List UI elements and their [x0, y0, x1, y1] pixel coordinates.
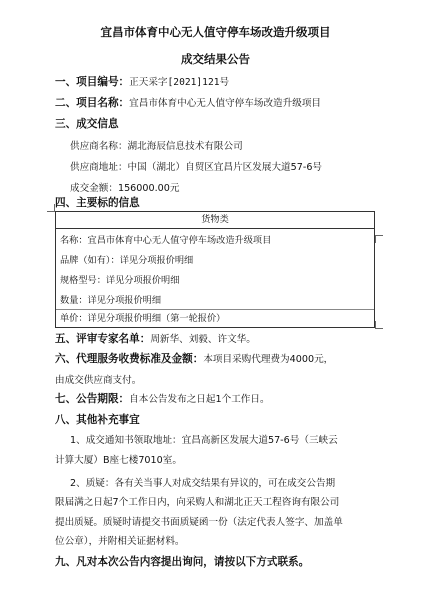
- section-agency-fee: [55, 353, 333, 366]
- document-subtitle: 成交结果公告: [181, 52, 250, 66]
- other-matters-para1-cont: 计算大厦）B座七楼7010室。: [55, 455, 182, 466]
- section-deal-info-heading: 三、成交信息: [55, 118, 119, 130]
- supplier-name: 供应商名称：湖北海辰信息技术有限公司: [70, 141, 243, 152]
- table-row-divider: [56, 309, 374, 310]
- supplier-address: 供应商地址：中国（湖北）自贸区宜昌片区发展大道57-6号: [70, 162, 323, 173]
- section-other-matters-heading: 八、其他补充事宜: [55, 414, 140, 426]
- section-experts-heading: 五、评审专家名单：: [55, 333, 151, 345]
- section-project-name: [55, 97, 321, 110]
- section-agency-fee-heading: 六、代理服务收费标准及金额：: [55, 353, 204, 365]
- section-main-items-heading: 四、主要标的信息: [55, 197, 140, 209]
- experts-value: 周新华、刘毅、许文华。: [150, 334, 256, 345]
- section-notice-period-heading: 七、公告期限：: [55, 393, 130, 405]
- goods-table-row: 名称：宜昌市体育中心无人值守停车场改造升级项目: [60, 235, 272, 246]
- goods-table: [55, 211, 375, 328]
- other-matters-para2-cont: 位公章），并附相关证据材料。: [55, 536, 185, 547]
- notice-period-value: 自本公告发布之日起1个工作日。: [129, 394, 270, 405]
- deal-amount: 成交金额：156000.00元: [70, 183, 180, 194]
- section-project-number-heading: 一、项目编号：: [55, 76, 130, 88]
- table-corner-mark: [375, 235, 383, 243]
- other-matters-para2-cont: 限届满之日起7个工作日内，向采购人和湖北正天工程咨询有限公司: [55, 497, 340, 508]
- section-project-name-heading: 二、项目名称：: [55, 97, 130, 109]
- goods-table-row: 品牌（如有）：详见分项报价明细: [60, 255, 194, 266]
- goods-table-row: 数量：详见分项报价明细: [60, 295, 162, 306]
- other-matters-para2: 2、质疑：各有关当事人对成交结果有异议的，可在成交公告期: [70, 478, 336, 489]
- goods-table-header: 货物类: [56, 212, 374, 229]
- document-title: 宜昌市体育中心无人值守停车场改造升级项目: [100, 25, 331, 39]
- project-name-value: 宜昌市体育中心无人值守停车场改造升级项目: [129, 98, 322, 109]
- agency-fee-value: 本项目采购代理费为4000元，: [203, 354, 334, 365]
- section-experts: [55, 333, 256, 346]
- project-number-value: 正天采字[2021]121号: [129, 77, 230, 88]
- other-matters-para2-cont: 提出质疑。质疑时请提交书面质疑函一份（法定代表人签字、加盖单: [55, 517, 343, 528]
- table-corner-mark: [375, 321, 383, 329]
- goods-table-row: 规格型号：详见分项报价明细: [60, 275, 180, 286]
- agency-fee-value-cont: 由成交供应商支付。: [55, 375, 142, 386]
- section-project-number: [55, 76, 229, 89]
- table-corner-mark: [47, 204, 55, 212]
- other-matters-para1: 1、成交通知书领取地址：宜昌高新区发展大道57-6号（三峡云: [70, 435, 338, 446]
- section-notice-period: [55, 393, 270, 406]
- section-contact-heading: 九、凡对本次公告内容提出询问，请按以下方式联系。: [55, 556, 310, 568]
- goods-table-row: 单价：详见分项报价明细（第一轮报价）: [60, 313, 226, 324]
